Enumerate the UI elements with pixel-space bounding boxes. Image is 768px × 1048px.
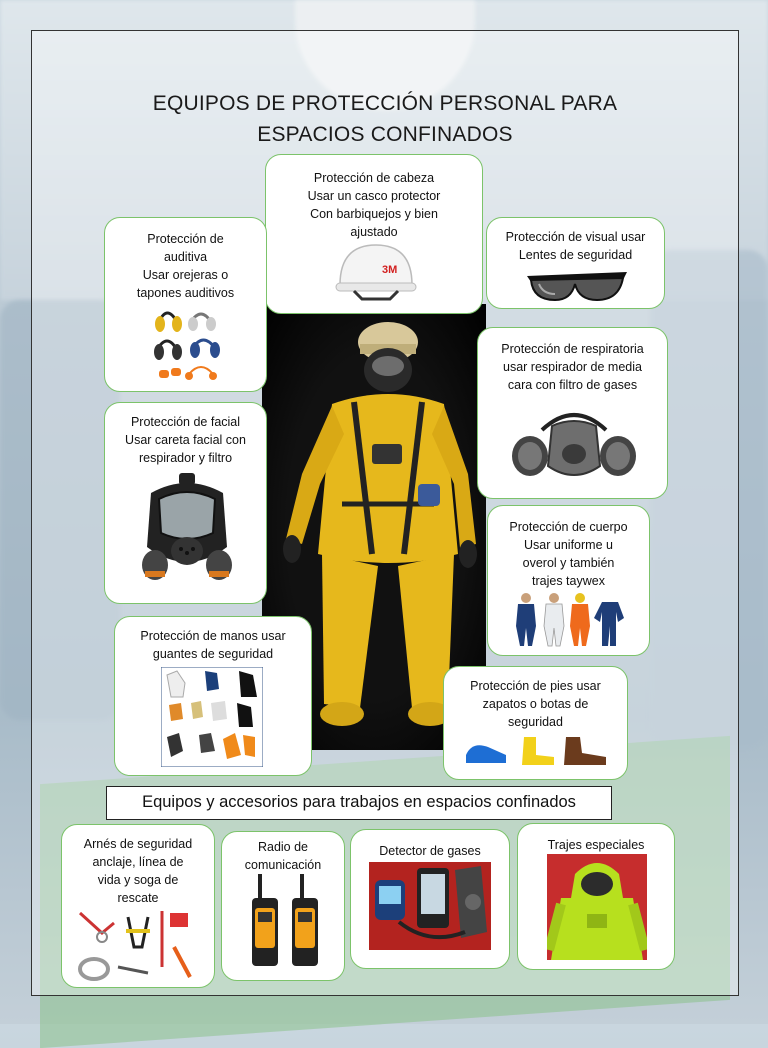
- face-protection-title: Protección de facial: [130, 415, 241, 429]
- box-safety-harness: [61, 824, 215, 988]
- foot-protection-title: Protección de pies usar: [470, 679, 601, 693]
- body-protection-line2: overol y también: [522, 556, 615, 570]
- respiratory-protection-title: Protección de respiratoria: [501, 342, 644, 356]
- safety-boots-icon: [462, 731, 612, 771]
- special-suits-title: Trajes especiales: [547, 838, 645, 852]
- box-head-protection: [265, 154, 483, 314]
- box-respiratory-protection: [477, 327, 668, 499]
- harness-line1: anclaje, línea de: [92, 855, 184, 869]
- page-title-line1: EQUIPOS DE PROTECCIÓN PERSONAL PARA: [152, 92, 618, 115]
- eye-protection-line1: Lentes de seguridad: [518, 248, 633, 262]
- box-special-suits: [517, 823, 675, 970]
- radio-title: Radio de: [257, 840, 309, 854]
- hard-hat-icon: [334, 239, 418, 303]
- helmet-brand-label: 3M: [382, 264, 398, 276]
- face-protection-line2: respirador y filtro: [138, 451, 233, 465]
- box-gas-detector: [350, 829, 510, 969]
- safety-gloves-icon: [161, 667, 263, 767]
- box-face-protection: [104, 402, 267, 604]
- box-hand-protection: [114, 616, 312, 776]
- body-protection-title: Protección de cuerpo: [509, 520, 628, 534]
- harness-line2: vida y soga de: [97, 873, 179, 887]
- page-title: [60, 88, 710, 150]
- walkie-talkie-icon: [248, 874, 322, 970]
- radio-line1: comunicación: [244, 858, 322, 872]
- hand-protection-line1: guantes de seguridad: [152, 647, 274, 661]
- full-face-respirator-icon: [141, 473, 233, 589]
- coveralls-icon: [514, 592, 626, 648]
- hearing-protection-line1: auditiva: [163, 250, 208, 264]
- accessories-section-title: Equipos y accesorios para trabajos en espacios confinados: [106, 786, 612, 820]
- gas-detector-title: Detector de gases: [379, 844, 481, 858]
- harness-line3: rescate: [117, 891, 159, 905]
- harness-rope-icon: [78, 907, 196, 983]
- box-foot-protection: [443, 666, 628, 780]
- respiratory-protection-line2: cara con filtro de gases: [507, 378, 638, 392]
- head-protection-line1: Usar un casco protector: [307, 189, 441, 203]
- hearing-protection-line2: Usar orejeras o: [142, 268, 229, 282]
- hand-protection-title: Protección de manos usar: [140, 629, 286, 643]
- foot-protection-line1: zapatos o botas de: [482, 697, 589, 711]
- box-hearing-protection: [104, 217, 267, 392]
- hearing-protection-line3: tapones auditivos: [136, 286, 235, 300]
- head-protection-title: Protección de cabeza: [313, 171, 435, 185]
- box-radio: [221, 831, 345, 981]
- foot-protection-line2: seguridad: [508, 715, 563, 729]
- safety-glasses-icon: [525, 266, 629, 306]
- box-eye-protection: [486, 217, 665, 309]
- harness-title: Arnés de seguridad: [83, 837, 193, 851]
- eye-protection-title: Protección de visual usar: [505, 230, 646, 244]
- gas-detector-icon: [369, 862, 491, 950]
- box-body-protection: [487, 505, 650, 656]
- hazmat-suit-icon: [547, 854, 647, 960]
- respiratory-protection-line1: usar respirador de media: [503, 360, 642, 374]
- half-mask-respirator-icon: [512, 406, 636, 490]
- body-protection-line1: Usar uniforme u: [524, 538, 613, 552]
- body-protection-line3: trajes taywex: [532, 574, 605, 588]
- face-protection-line1: Usar careta facial con: [125, 433, 246, 447]
- page-title-line2: ESPACIOS CONFINADOS: [257, 123, 513, 146]
- head-protection-line3: ajustado: [350, 225, 398, 239]
- earmuffs-earplugs-icon: [153, 304, 223, 386]
- head-protection-line2: Con barbiquejos y bien: [310, 207, 438, 221]
- hearing-protection-title: Protección de: [147, 232, 224, 246]
